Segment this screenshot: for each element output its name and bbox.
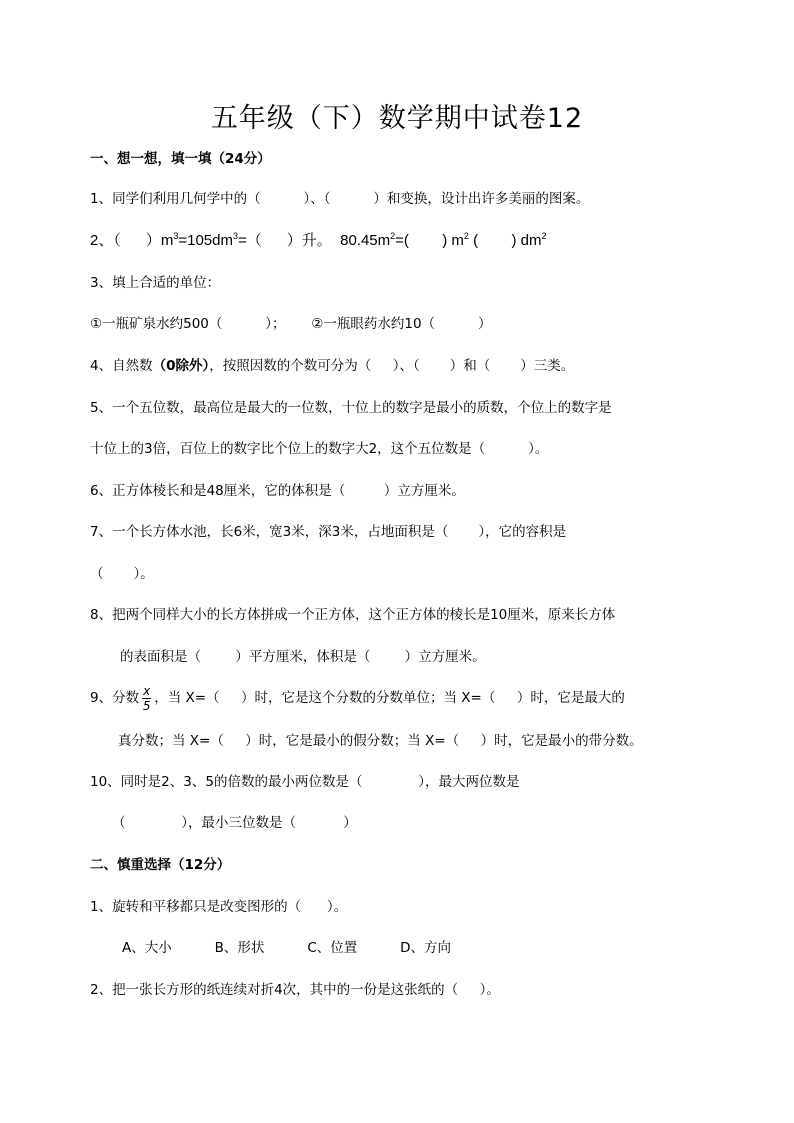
- q2-sup-c: 2: [390, 231, 396, 241]
- q9-fraction-numerator: x: [143, 683, 151, 698]
- q2-part-e: ( ) dm: [468, 232, 542, 249]
- q2-sup-b: 3: [232, 231, 238, 241]
- question-9-line-2: 真分数；当 X=（ ）时，它是最小的假分数；当 X=（ ）时，它是最小的带分数。: [118, 733, 643, 749]
- q9-post: ，当 X=（ ）时，它是这个分数的分数单位；当 X=（ ）时，它是最大的: [154, 690, 625, 706]
- question-6: 6、正方体棱长和是48厘米，它的体积是（ ）立方厘米。: [90, 483, 465, 499]
- question-3: 3、填上合适的单位：: [90, 275, 221, 291]
- q2-sup-d: 2: [463, 231, 469, 241]
- section1-heading: 一、想一想，填一填（24分）: [90, 151, 271, 167]
- page-title: 五年级（下）数学期中试卷12: [210, 103, 584, 134]
- question-9-line-1: [90, 683, 625, 713]
- question-8-line-2: 的表面积是（ ）平方厘米，体积是（ ）立方厘米。: [120, 649, 486, 665]
- question-7-line-1: 7、一个长方体水池，长6米，宽3米，深3米，占地面积是（ ），它的容积是: [90, 524, 567, 540]
- question-3-items: ①一瓶矿泉水约500（ ）； ②一瓶眼药水约10（ ）: [90, 316, 492, 332]
- q2-part-a: 2、（ ）m: [90, 232, 174, 249]
- q2-part-b: =105dm: [178, 232, 233, 249]
- q2-sup-a: 3: [173, 231, 179, 241]
- question-2: [90, 232, 546, 250]
- q4-bold: （0除外）: [152, 358, 210, 374]
- q2-part-c: =（ ）升。 80.45m: [238, 232, 391, 249]
- q4-post: ，按照因数的个数可分为（ ）、（ ）和（ ）三类。: [209, 358, 575, 374]
- q4-pre: 4、自然数: [90, 358, 153, 374]
- choice-question-1-options: A、大小 B、形状 C、位置 D、方向: [122, 940, 452, 956]
- question-1: 1、同学们利用几何学中的（ ）、（ ）和变换，设计出许多美丽的图案。: [90, 191, 590, 207]
- question-10-line-1: 10、同时是2、3、5的倍数的最小两位数是（ ），最大两位数是: [90, 774, 520, 790]
- q9-pre: 9、分数: [90, 690, 140, 706]
- q9-fraction: [142, 684, 151, 713]
- question-8-line-1: 8、把两个同样大小的长方体拼成一个正方体，这个正方体的棱长是10厘米，原来长方体: [90, 607, 616, 623]
- q2-part-d: =( ) m: [395, 232, 464, 249]
- question-10-line-2: （ ），最小三位数是（ ）: [112, 815, 357, 831]
- q9-fraction-denominator: 5: [142, 698, 151, 713]
- question-7-line-2: （ ）。: [90, 566, 154, 582]
- choice-question-2: 2、把一张长方形的纸连续对折4次，其中的一份是这张纸的（ ）。: [90, 982, 500, 998]
- question-5-line-2: 十位上的3倍，百位上的数字比个位上的数字大2，这个五位数是（ ）。: [90, 441, 549, 457]
- question-5-line-1: 5、一个五位数，最高位是最大的一位数，十位上的数字是最小的质数，个位上的数字是: [90, 400, 612, 416]
- section2-heading: 二、慎重选择（12分）: [90, 857, 231, 873]
- choice-question-1: 1、旋转和平移都只是改变图形的（ ）。: [90, 899, 348, 915]
- q2-sup-e: 2: [541, 231, 547, 241]
- question-4: [90, 357, 574, 375]
